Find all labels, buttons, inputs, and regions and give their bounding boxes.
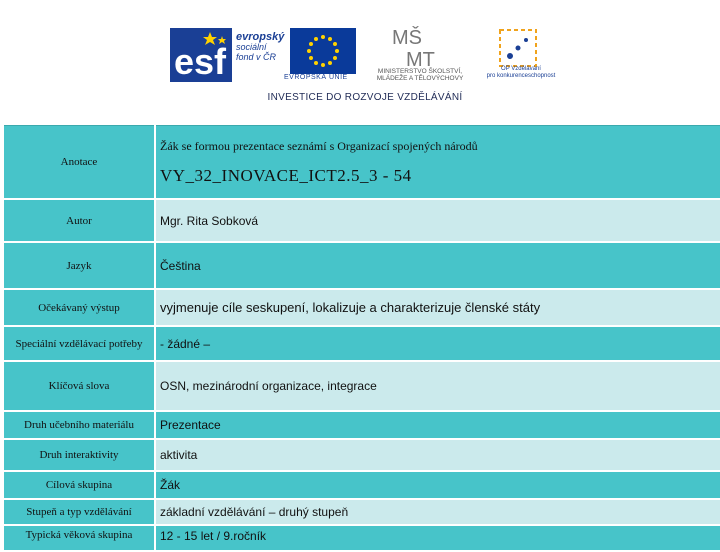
table-row-keywords — [0, 362, 720, 412]
table-label: Typická věková skupina — [4, 526, 154, 552]
table-label: Druh učebního materiálu — [4, 412, 154, 440]
table-value — [156, 125, 720, 200]
table-value: OSN, mezinárodní organizace, integrace — [156, 362, 720, 412]
table-row-author — [0, 200, 720, 243]
svg-text:MT: MT — [406, 49, 435, 68]
table-value: - žádné – — [156, 327, 720, 362]
msmt-logo-icon — [388, 24, 458, 68]
table-row-age-group — [0, 526, 720, 552]
table-row-special-needs — [0, 327, 720, 362]
table-row-material-type — [0, 412, 720, 440]
table-label: Anotace — [4, 125, 154, 200]
annotation-text: Žák se formou prezentace seznámí s Organizací spojených národů — [160, 138, 478, 153]
table-value: vyjmenuje cíle seskupení, lokalizuje a charakterizuje členské státy — [156, 290, 720, 327]
svg-text:MŠ: MŠ — [392, 27, 422, 49]
table-row-language — [0, 243, 720, 290]
table-row-expected-output — [0, 290, 720, 327]
table-label: Stupeň a typ vzdělávání — [4, 500, 154, 526]
esf-logo — [170, 28, 285, 82]
msmt-caption: MINISTERSTVO ŠKOLSTVÍ, MLÁDEŽE A TĚLOVÝCHOVY — [376, 68, 464, 82]
logo-banner — [138, 0, 592, 124]
table-label: Cílová skupina — [4, 472, 154, 500]
table-value: aktivita — [156, 440, 720, 472]
table-value: Žák — [156, 472, 720, 500]
table-value: Mgr. Rita Sobková — [156, 200, 720, 243]
table-label: Očekávaný výstup — [4, 290, 154, 327]
table-label: Jazyk — [4, 243, 154, 290]
table-row-education-level — [0, 500, 720, 526]
table-value: 12 - 15 let / 9.ročník — [156, 526, 720, 552]
table-row-interactivity — [0, 440, 720, 472]
table-label: Klíčová slova — [4, 362, 154, 412]
op-caption: OP Vzdělávání pro konkurenceschopnost — [486, 66, 556, 79]
esf-mark-icon — [170, 28, 232, 82]
metadata-table — [0, 125, 720, 543]
table-value: Čeština — [156, 243, 720, 290]
slogan: INVESTICE DO ROZVOJE VZDĚLÁVÁNÍ — [267, 92, 463, 103]
document-code: VY_32_INOVACE_ICT2.5_3 - 54 — [160, 165, 412, 185]
table-row-annotation — [0, 125, 720, 200]
table-label: Druh interaktivity — [4, 440, 154, 472]
table-label: Speciální vzdělávací potřeby — [4, 327, 154, 362]
table-value: základní vzdělávání – druhý stupeň — [156, 500, 720, 526]
eu-flag-icon — [290, 28, 356, 74]
svg-text:esf: esf — [174, 41, 227, 82]
table-label: Autor — [4, 200, 154, 243]
table-value: Prezentace — [156, 412, 720, 440]
eu-caption: EVROPSKÁ UNIE — [284, 74, 348, 81]
esf-text: evropský sociální fond v ČR — [236, 31, 285, 62]
table-row-target-group — [0, 472, 720, 500]
op-logo-icon — [496, 26, 540, 70]
